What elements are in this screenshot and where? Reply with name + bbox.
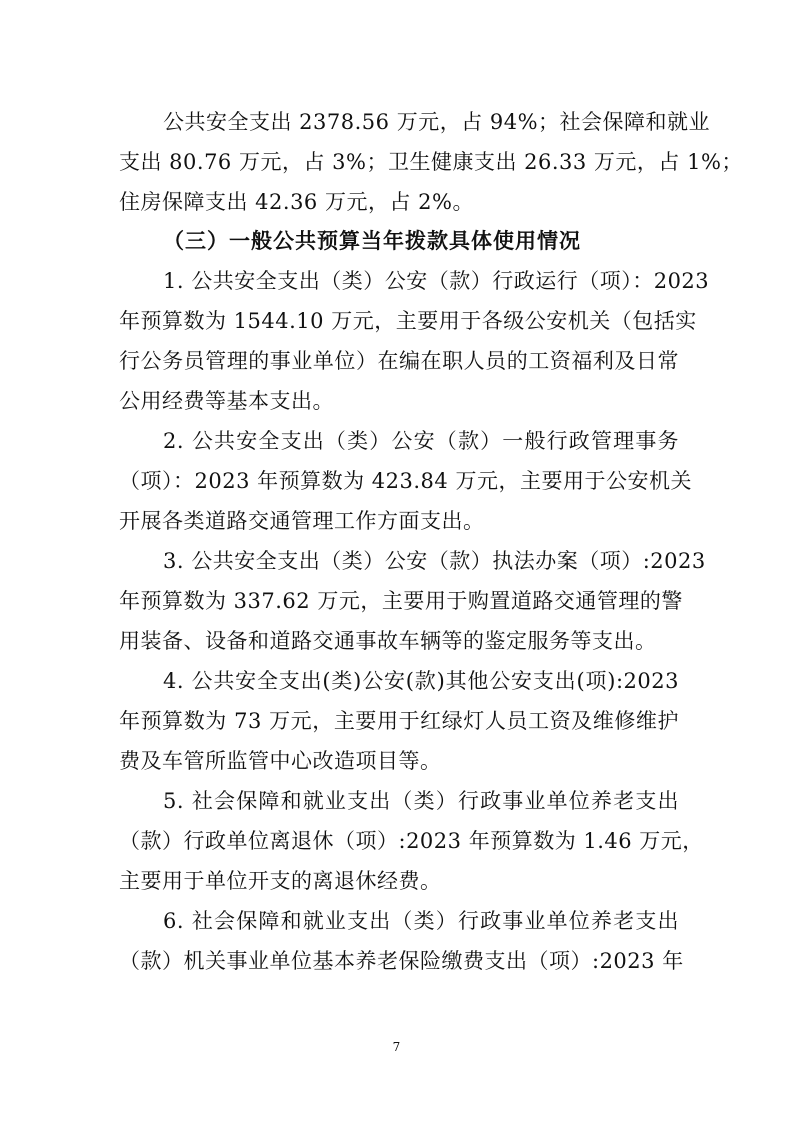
paragraph-line: 6. 社会保障和就业支出（类）行政事业单位养老支出: [163, 909, 679, 933]
paragraph-line: 1. 公共安全支出（类）公安（款）行政运行（项）：2023: [163, 269, 710, 293]
paragraph-line: （项）：2023 年预算数为 423.84 万元，主要用于公安机关: [119, 469, 692, 493]
paragraph-line: 支出 80.76 万元，占 3%；卫生健康支出 26.33 万元，占 1%；: [119, 150, 743, 174]
paragraph-line: 3. 公共安全支出（类）公安（款）执法办案（项）:2023: [163, 549, 706, 573]
paragraph-line: （款）行政单位离退休（项）:2023 年预算数为 1.46 万元，: [119, 829, 704, 853]
paragraph-line: 用装备、设备和道路交通事故车辆等的鉴定服务等支出。: [119, 629, 657, 653]
paragraph-line: 年预算数为 1544.10 万元，主要用于各级公安机关（包括实: [119, 309, 697, 333]
paragraph-line: 5. 社会保障和就业支出（类）行政事业单位养老支出: [163, 789, 679, 813]
section-heading: （三）一般公共预算当年拨款具体使用情况: [163, 229, 581, 253]
paragraph-line: 公用经费等基本支出。: [119, 389, 334, 413]
paragraph-line: 费及车管所监管中心改造项目等。: [119, 749, 442, 773]
paragraph-line: 公共安全支出 2378.56 万元，占 94%；社会保障和就业: [163, 110, 711, 134]
paragraph-line: 住房保障支出 42.36 万元，占 2%。: [119, 190, 474, 214]
paragraph-line: 2. 公共安全支出（类）公安（款）一般行政管理事务: [163, 429, 679, 453]
page-number: 7: [392, 1040, 401, 1054]
paragraph-line: 主要用于单位开支的离退休经费。: [119, 869, 442, 893]
paragraph-line: （款）机关事业单位基本养老保险缴费支出（项）:2023 年: [119, 949, 684, 973]
paragraph-line: 开展各类道路交通管理工作方面支出。: [119, 509, 485, 533]
paragraph-line: 行公务员管理的事业单位）在编在职人员的工资福利及日常: [119, 349, 679, 373]
paragraph-line: 年预算数为 337.62 万元，主要用于购置道路交通管理的警: [119, 589, 683, 613]
paragraph-line: 4. 公共安全支出(类)公安(款)其他公安支出(项):2023: [163, 669, 679, 693]
paragraph-line: 年预算数为 73 万元，主要用于红绿灯人员工资及维修维护: [119, 709, 679, 733]
